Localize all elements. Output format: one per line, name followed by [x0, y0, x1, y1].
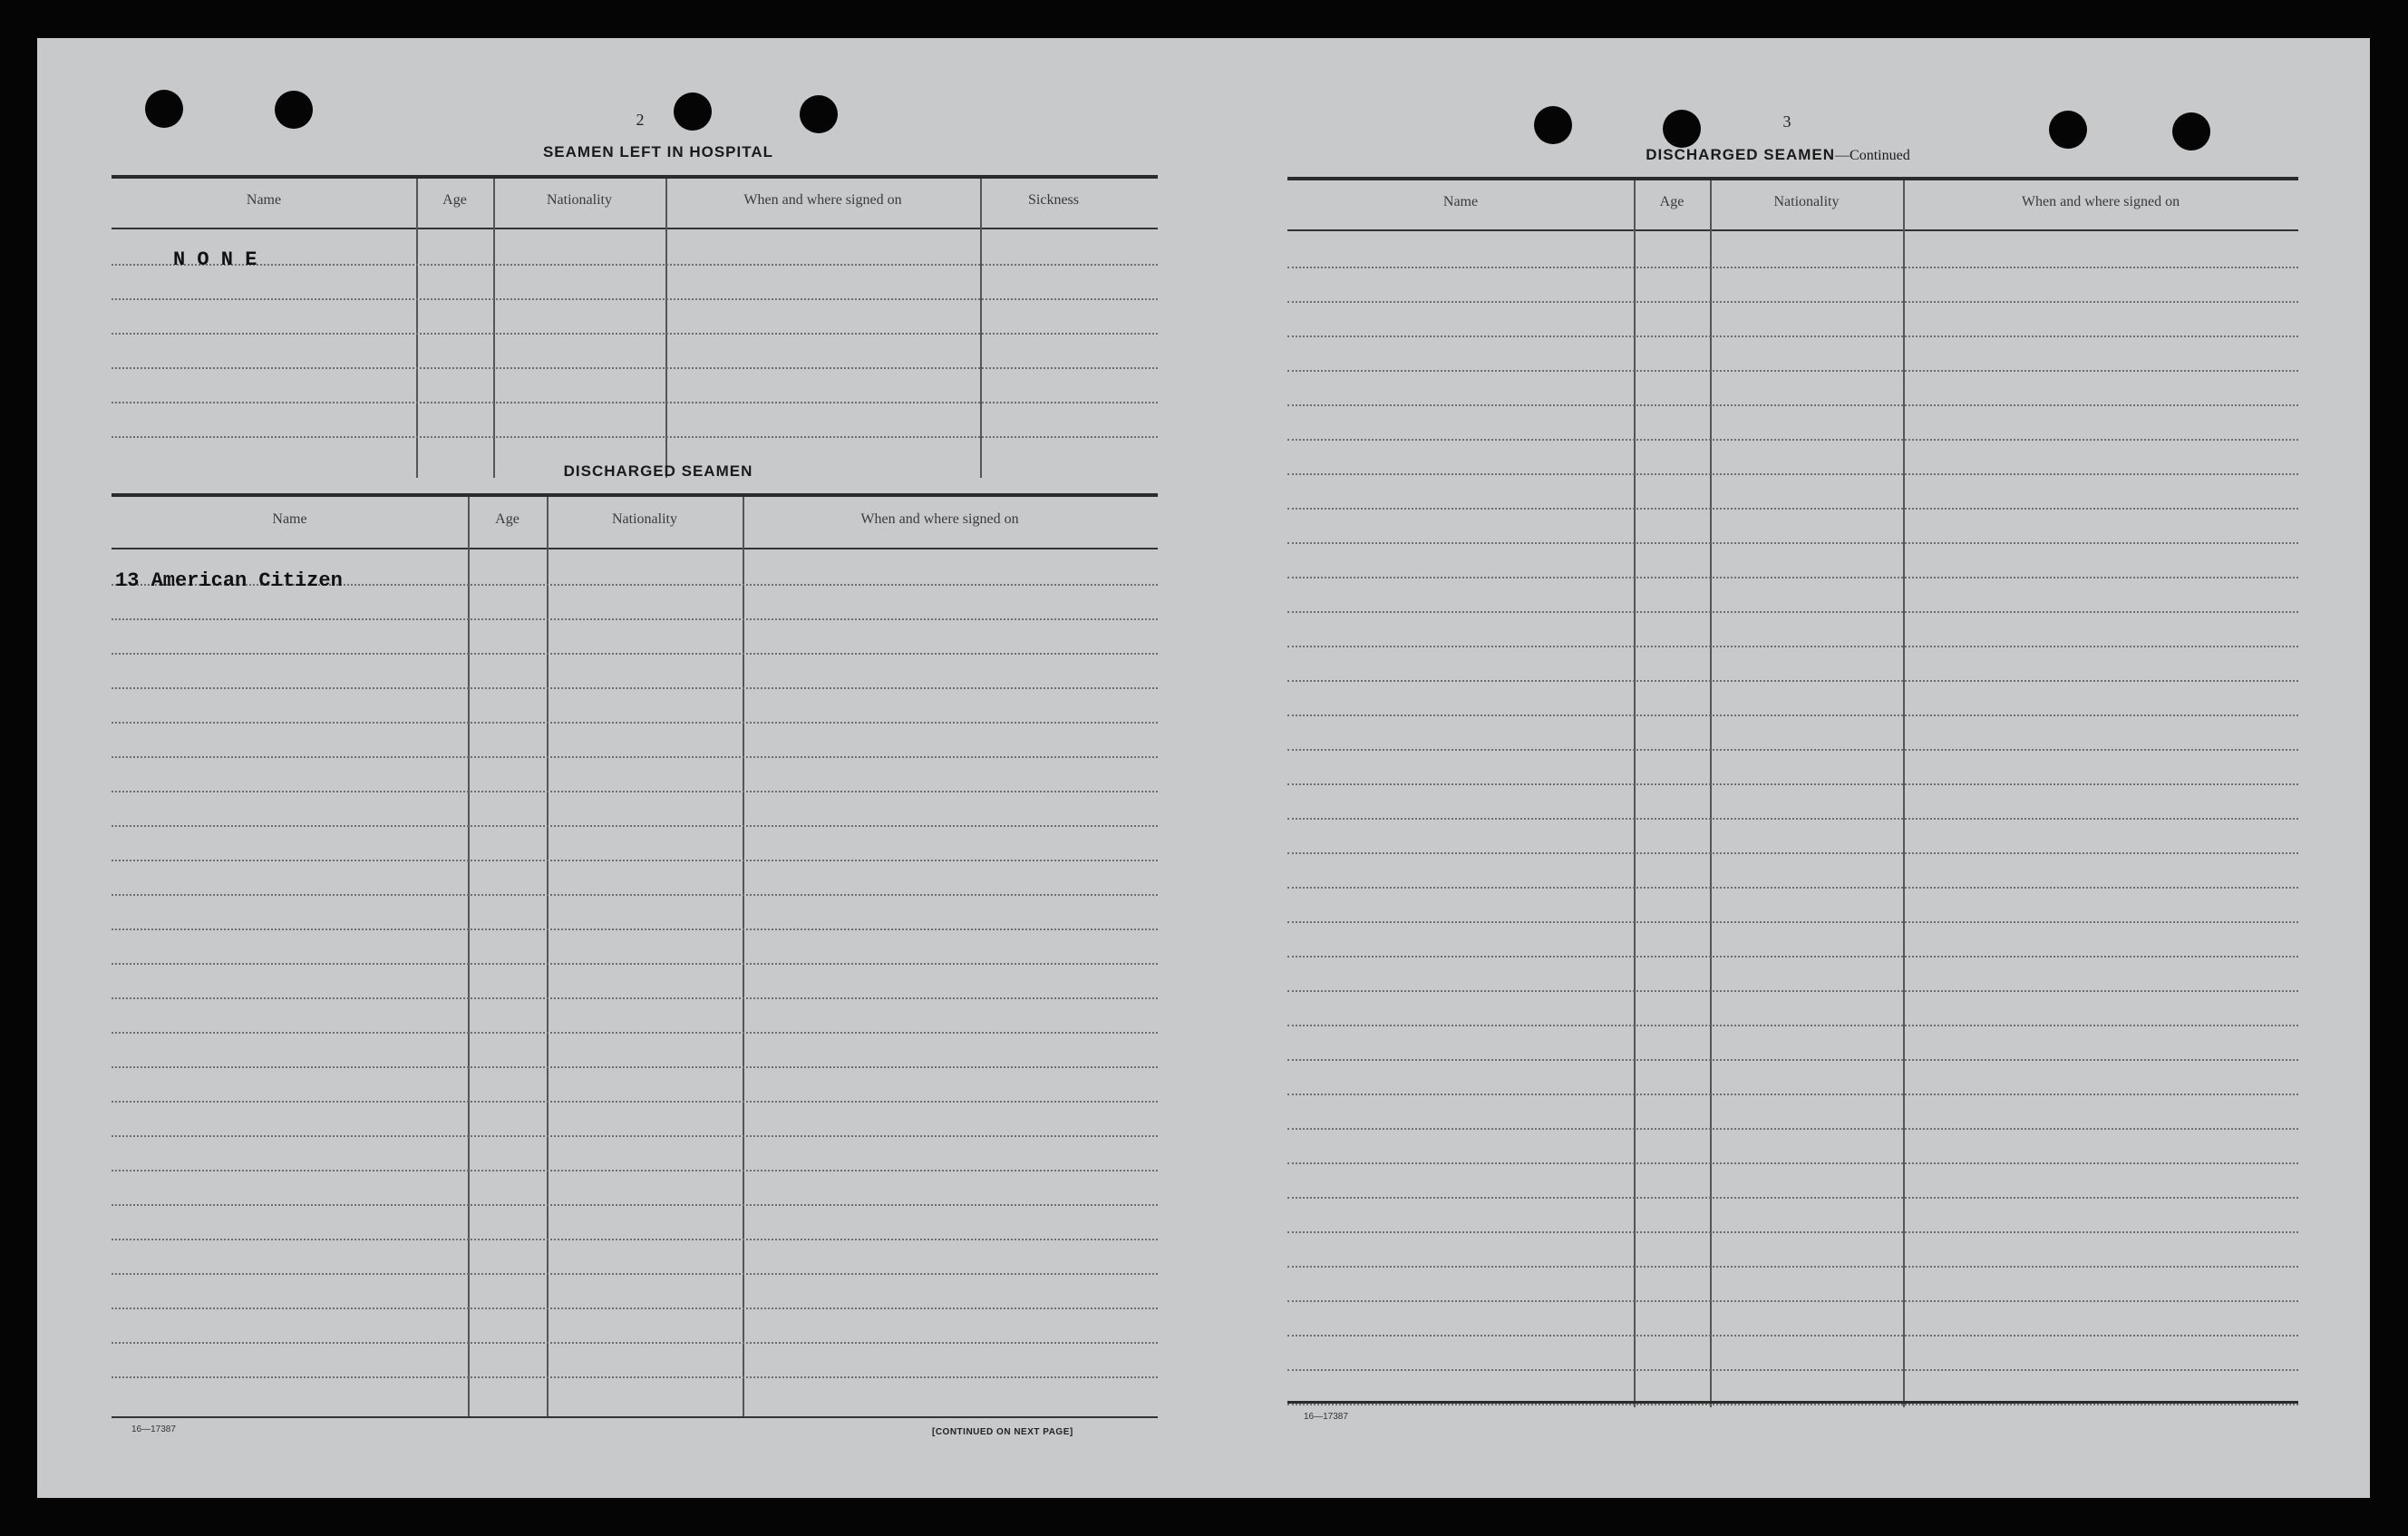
- ruled-line: [112, 264, 1158, 266]
- discharged-top-rule: [112, 493, 1158, 497]
- right-title-continued: —Continued: [1835, 148, 1910, 163]
- punch-hole: [145, 90, 183, 128]
- ruled-line: [112, 791, 1158, 792]
- ruled-line: [112, 928, 1158, 930]
- right-col-nationality: Nationality: [1773, 194, 1840, 209]
- hospital-divider: [665, 179, 667, 478]
- ruled-line: [112, 1308, 1158, 1309]
- ruled-line: [112, 436, 1158, 438]
- ruled-line: [112, 1032, 1158, 1034]
- hospital-divider: [493, 179, 495, 478]
- ruled-line: [112, 298, 1158, 300]
- ruled-line: [1287, 1266, 2298, 1268]
- ruled-line: [1287, 508, 2298, 510]
- hospital-entry-none: N O N E: [173, 248, 257, 271]
- ruled-line: [1287, 611, 2298, 613]
- punch-hole: [800, 95, 838, 133]
- ruled-line: [112, 756, 1158, 758]
- ruled-line: [112, 963, 1158, 965]
- ruled-line: [1287, 301, 2298, 303]
- ruled-line: [112, 894, 1158, 896]
- punch-hole: [674, 92, 712, 131]
- ruled-line: [1287, 1128, 2298, 1130]
- discharged-section-title: DISCHARGED SEAMEN: [563, 462, 753, 480]
- ruled-line: [1287, 370, 2298, 372]
- ruled-line: [1287, 267, 2298, 268]
- punch-hole: [2172, 112, 2210, 151]
- ruled-line: [1287, 956, 2298, 958]
- right-bottom-rule: [1287, 1401, 2298, 1404]
- document-sheet: [37, 38, 2370, 1498]
- ruled-line: [1287, 887, 2298, 889]
- hospital-col-signed-on: When and where signed on: [743, 192, 902, 208]
- right-section-title: [1524, 146, 2032, 164]
- ruled-line: [112, 687, 1158, 689]
- ruled-line: [1287, 542, 2298, 544]
- punch-hole: [1534, 106, 1572, 144]
- discharged-col-nationality: Nationality: [612, 511, 677, 527]
- ruled-line: [112, 1101, 1158, 1103]
- ruled-line: [1287, 818, 2298, 820]
- right-col-age: Age: [1659, 194, 1685, 209]
- page-number-left: 2: [636, 111, 645, 129]
- hospital-section-title: SEAMEN LEFT IN HOSPITAL: [542, 143, 774, 160]
- page-number-right: 3: [1782, 112, 1791, 131]
- ruled-line: [112, 722, 1158, 724]
- ruled-line: [1287, 577, 2298, 578]
- hospital-col-age: Age: [442, 192, 467, 208]
- discharged-col-age: Age: [495, 511, 519, 527]
- ruled-line: [112, 860, 1158, 861]
- ruled-line: [1287, 990, 2298, 992]
- ruled-line: [1287, 1300, 2298, 1302]
- ruled-line: [112, 402, 1158, 403]
- discharged-divider: [547, 497, 549, 1417]
- right-header-rule: [1287, 229, 2298, 231]
- ruled-line: [1287, 335, 2298, 337]
- ruled-line: [112, 618, 1158, 620]
- ruled-line: [1287, 783, 2298, 785]
- ruled-line: [1287, 749, 2298, 751]
- punch-hole: [2049, 111, 2087, 149]
- right-col-signed-on: When and where signed on: [2021, 194, 2180, 209]
- ruled-line: [1287, 1025, 2298, 1026]
- ruled-line: [1287, 646, 2298, 647]
- ruled-line: [1287, 1094, 2298, 1095]
- ruled-line: [112, 1204, 1158, 1206]
- ruled-line: [112, 367, 1158, 369]
- ruled-line: [1287, 1369, 2298, 1371]
- ruled-line: [112, 997, 1158, 999]
- ruled-line: [112, 1135, 1158, 1137]
- ruled-line: [1287, 1335, 2298, 1337]
- ruled-line: [112, 653, 1158, 655]
- discharged-header-rule: [112, 548, 1158, 549]
- right-top-rule: [1287, 177, 2298, 180]
- ruled-line: [1287, 1197, 2298, 1199]
- ruled-line: [1287, 404, 2298, 406]
- right-divider: [1710, 180, 1712, 1407]
- ruled-line: [112, 825, 1158, 827]
- right-col-name: Name: [1442, 194, 1479, 209]
- ruled-line: [1287, 1231, 2298, 1233]
- ruled-line: [1287, 715, 2298, 716]
- hospital-header-rule: [112, 228, 1158, 229]
- discharged-entry: 13 American Citizen: [115, 569, 343, 592]
- ruled-line: [112, 1376, 1158, 1378]
- discharged-bottom-rule: [112, 1416, 1158, 1418]
- hospital-divider: [416, 179, 418, 478]
- ruled-line: [1287, 852, 2298, 854]
- hospital-divider: [980, 179, 982, 478]
- punch-hole: [275, 91, 313, 129]
- ruled-line: [1287, 921, 2298, 923]
- right-divider: [1903, 180, 1905, 1407]
- discharged-divider: [468, 497, 470, 1417]
- ruled-line: [112, 333, 1158, 335]
- ruled-line: [1287, 1059, 2298, 1061]
- hospital-top-rule: [112, 175, 1158, 179]
- form-number-right: 16—17387: [1304, 1412, 1348, 1422]
- discharged-col-name: Name: [272, 511, 307, 527]
- ruled-line: [1287, 439, 2298, 441]
- hospital-col-sickness: Sickness: [1028, 192, 1079, 208]
- ruled-line: [112, 1170, 1158, 1171]
- ruled-line: [1287, 1404, 2298, 1405]
- ruled-line: [1287, 473, 2298, 475]
- ruled-line: [112, 1273, 1158, 1275]
- discharged-col-signed-on: When and where signed on: [860, 511, 1019, 527]
- form-number-left: 16—17387: [131, 1424, 176, 1434]
- ruled-line: [112, 1342, 1158, 1344]
- ruled-line: [1287, 1162, 2298, 1164]
- right-divider: [1634, 180, 1636, 1407]
- continued-note: [CONTINUED ON NEXT PAGE]: [932, 1427, 1073, 1437]
- punch-hole: [1663, 110, 1701, 148]
- right-title-text: DISCHARGED SEAMEN: [1646, 146, 1836, 163]
- hospital-col-name: Name: [246, 192, 282, 208]
- ruled-line: [112, 1239, 1158, 1240]
- ruled-line: [1287, 680, 2298, 682]
- hospital-col-nationality: Nationality: [547, 192, 612, 208]
- ruled-line: [112, 1066, 1158, 1068]
- discharged-divider: [743, 497, 744, 1417]
